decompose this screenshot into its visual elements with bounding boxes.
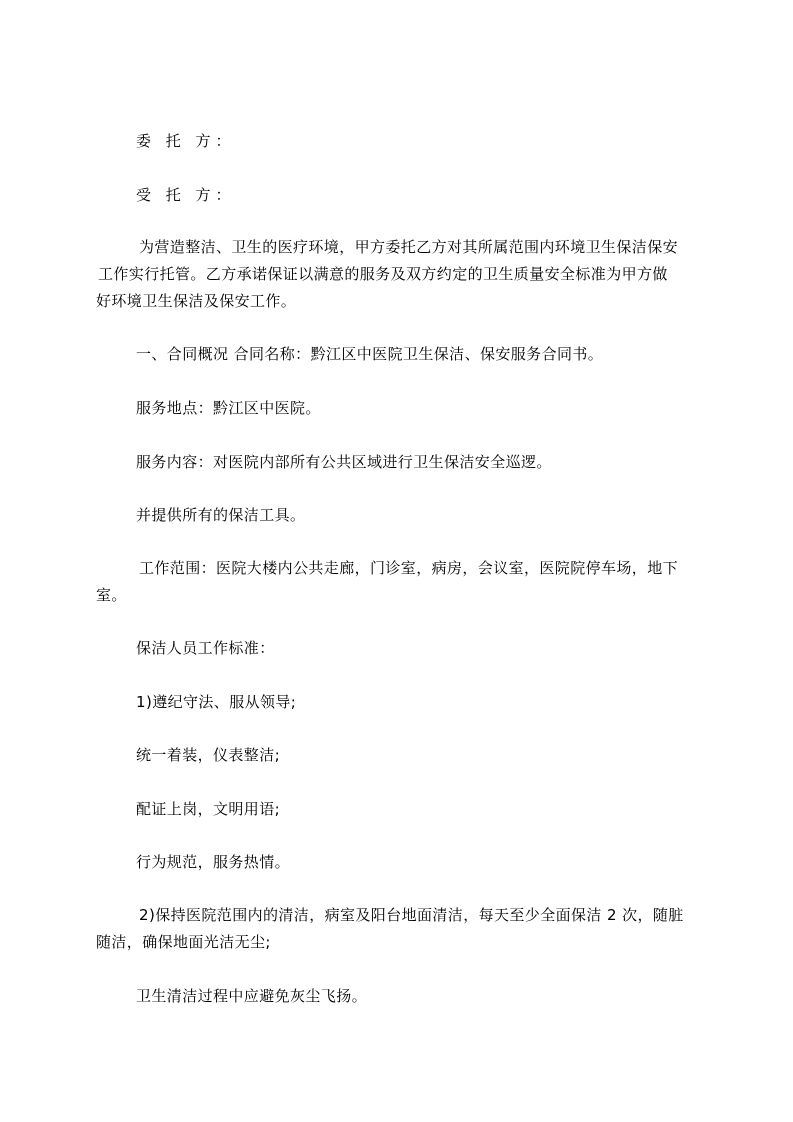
intro-line-3: 好环境卫生保洁及保安工作。	[96, 292, 297, 310]
party-a-label: 委 托 方：	[136, 132, 236, 150]
badge-rule: 配证上岗，文明用语;	[136, 800, 281, 818]
behavior-rule: 行为规范，服务热情。	[136, 853, 291, 871]
intro-line-2: 工作实行托管。乙方承诺保证以满意的服务及双方约定的卫生质量安全标准为甲方做	[98, 265, 668, 283]
dust-rule: 卫生清洁过程中应避免灰尘飞扬。	[136, 987, 368, 1005]
intro-line-1: 为营造整洁、卫生的医疗环境，甲方委托乙方对其所属范围内环境卫生保洁保安	[139, 238, 679, 256]
standard-title: 保洁人员工作标准：	[136, 639, 275, 657]
work-scope-line-1: 工作范围：医院大楼内公共走廊，门诊室，病房，会议室，医院院停车场，地下	[139, 559, 679, 577]
standard-item-2-line-2: 随洁，确保地面光洁无尘;	[96, 933, 271, 951]
standard-item-1: 1)遵纪守法、服从领导;	[136, 693, 297, 711]
contract-overview: 一、合同概况 合同名称：黔江区中医院卫生保洁、保安服务合同书。	[136, 345, 604, 363]
uniform-rule: 统一着装，仪表整洁;	[136, 746, 281, 764]
service-location: 服务地点：黔江区中医院。	[136, 399, 321, 417]
work-scope-line-2: 室。	[96, 586, 127, 604]
party-b-label: 受 托 方：	[136, 186, 236, 204]
cleaning-tools: 并提供所有的保洁工具。	[136, 506, 306, 524]
service-content: 服务内容：对医院内部所有公共区域进行卫生保洁安全巡逻。	[136, 453, 552, 471]
standard-item-2-line-1: 2)保持医院范围内的清洁，病室及阳台地面清洁，每天至少全面保洁 2 次，随脏	[139, 906, 684, 924]
